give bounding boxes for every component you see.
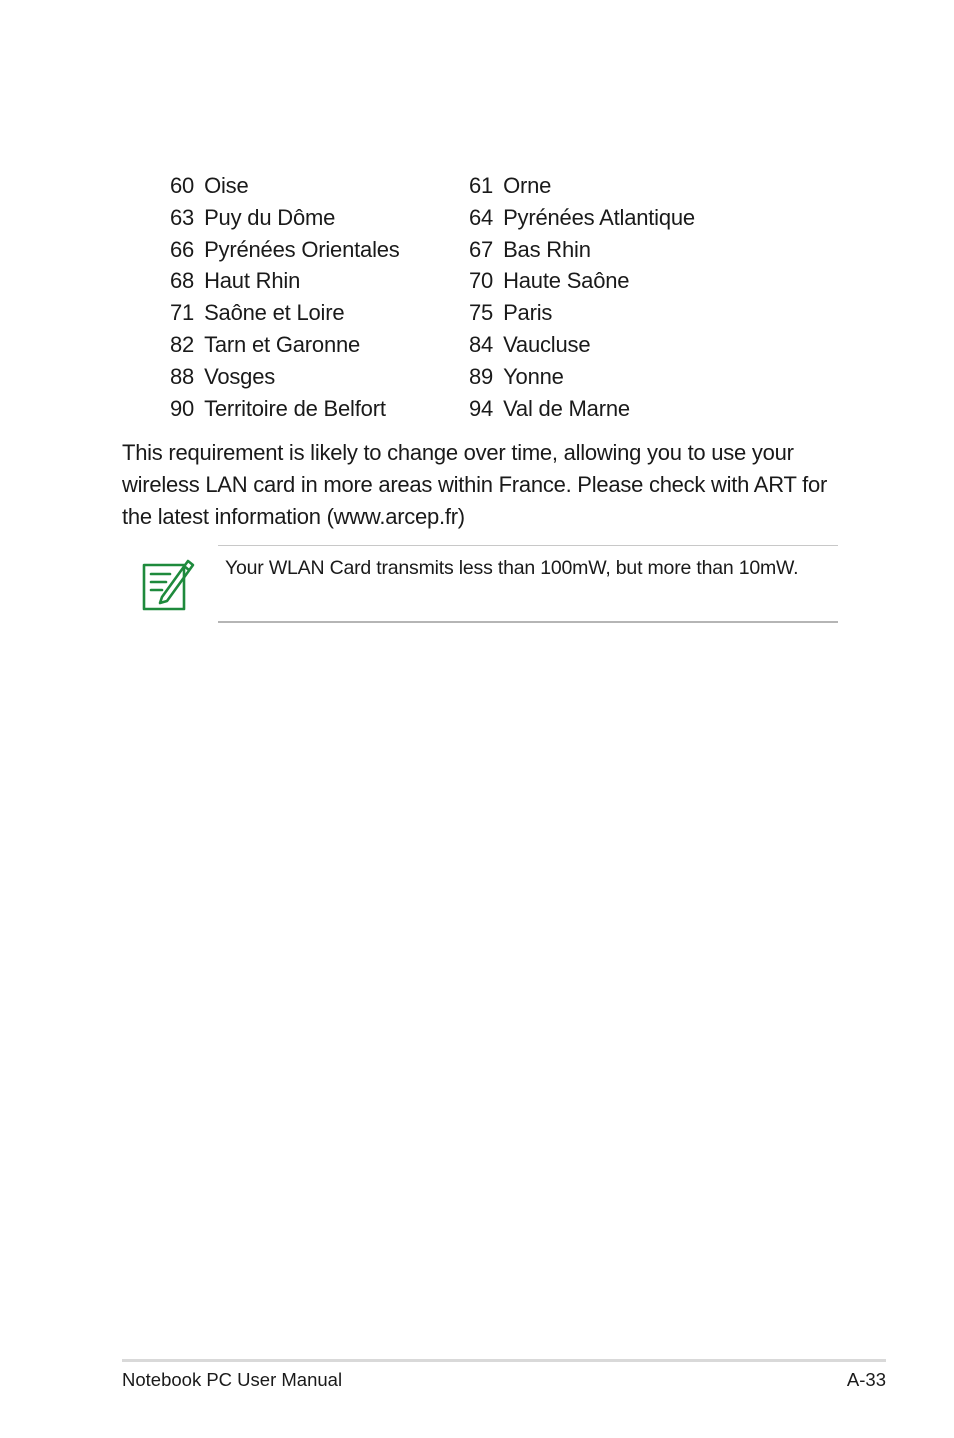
department-name: Paris xyxy=(503,300,553,326)
department-entry xyxy=(469,234,591,266)
department-name: Vaucluse xyxy=(503,331,591,357)
department-name: Haut Rhin xyxy=(204,268,301,294)
department-name: Saône et Loire xyxy=(204,300,345,326)
department-entry xyxy=(170,329,360,361)
department-number: 71 xyxy=(170,300,195,326)
department-number: 64 xyxy=(469,204,494,230)
footer-divider xyxy=(122,1359,886,1362)
department-entry xyxy=(469,265,629,297)
department-number: 67 xyxy=(469,236,494,262)
department-name: Orne xyxy=(503,173,552,198)
footer-title: Notebook PC User Manual xyxy=(122,1369,343,1390)
department-entry xyxy=(469,202,695,234)
department-number: 82 xyxy=(170,331,195,357)
department-entry xyxy=(170,234,400,266)
department-row xyxy=(170,393,790,425)
department-name: Val de Marne xyxy=(503,395,630,421)
department-number: 61 xyxy=(469,173,494,198)
department-row xyxy=(170,202,790,234)
department-entry xyxy=(170,393,386,425)
department-row xyxy=(170,265,790,297)
department-entry xyxy=(469,170,551,202)
department-name: Yonne xyxy=(503,363,564,389)
department-row xyxy=(170,234,790,266)
department-entry xyxy=(170,265,300,297)
department-entry xyxy=(469,393,630,425)
department-number: 90 xyxy=(170,395,195,421)
department-row xyxy=(170,329,790,361)
department-entry xyxy=(170,170,249,202)
department-entry xyxy=(170,202,335,234)
department-name: Tarn et Garonne xyxy=(204,331,361,357)
department-number: 94 xyxy=(469,395,494,421)
department-number: 88 xyxy=(170,363,195,389)
department-name: Bas Rhin xyxy=(503,236,591,262)
department-list xyxy=(170,170,790,424)
note-pencil-icon xyxy=(140,553,196,613)
requirement-paragraph: This requirement is likely to change over time, allowing you to use your wireless LAN card in more areas within France. Please check with ART for the latest information (www.arcep.fr) xyxy=(122,440,828,529)
department-entry xyxy=(469,361,564,393)
department-entry xyxy=(469,297,552,329)
department-name: Haute Saône xyxy=(503,268,630,294)
department-name: Puy du Dôme xyxy=(204,204,336,230)
department-number: 60 xyxy=(170,173,195,198)
note-text: Your WLAN Card transmits less than 100mW, but more than 10mW. xyxy=(225,557,799,579)
department-number: 66 xyxy=(170,236,195,262)
department-name: Pyrénées Atlantique xyxy=(503,204,695,230)
department-name: Territoire de Belfort xyxy=(204,395,386,421)
department-entry xyxy=(170,361,275,393)
department-name: Oise xyxy=(204,173,249,198)
department-entry xyxy=(469,329,590,361)
department-row xyxy=(170,361,790,393)
department-row xyxy=(170,170,790,202)
department-name: Pyrénées Orientales xyxy=(204,236,400,262)
department-number: 63 xyxy=(170,204,195,230)
department-name: Vosges xyxy=(204,363,276,389)
note-box xyxy=(218,545,838,623)
department-number: 70 xyxy=(469,268,494,294)
department-row xyxy=(170,297,790,329)
page-number: A-33 xyxy=(846,1369,886,1390)
department-number: 68 xyxy=(170,268,195,294)
department-number: 75 xyxy=(469,300,494,326)
department-entry xyxy=(170,297,344,329)
department-number: 89 xyxy=(469,363,494,389)
department-number: 84 xyxy=(469,331,494,357)
